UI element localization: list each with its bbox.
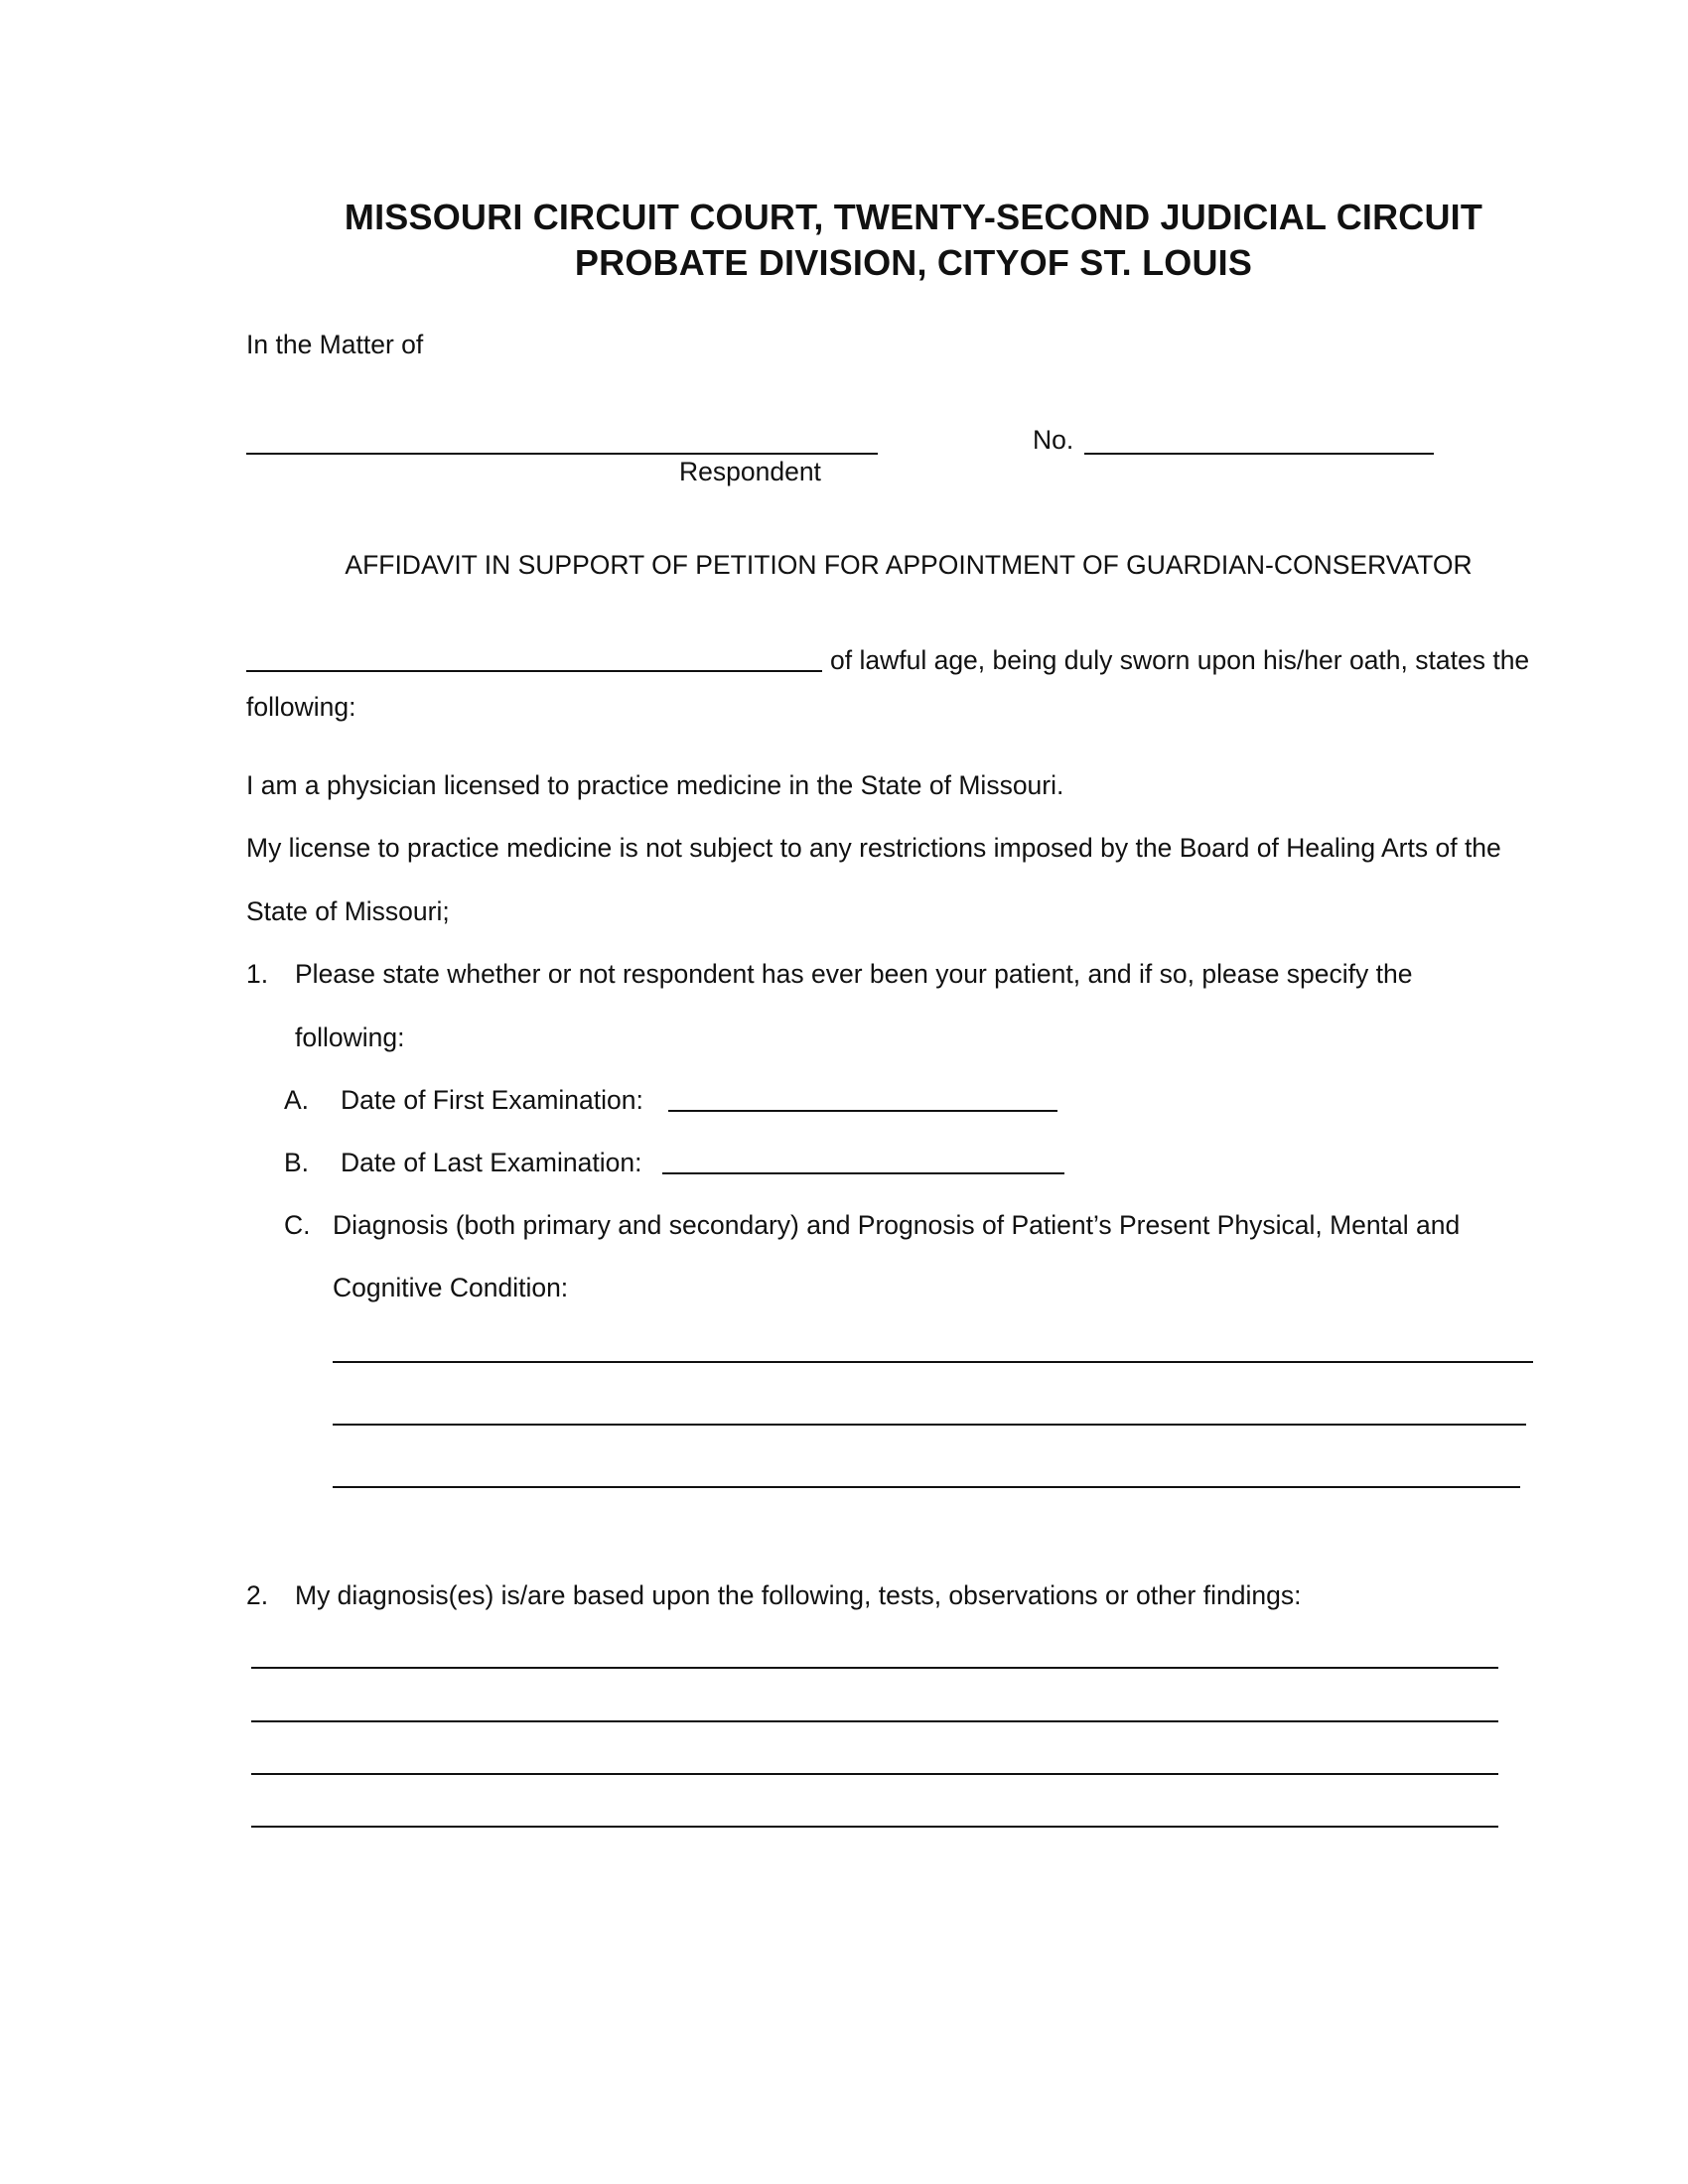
diagnosis-label-line1: Diagnosis (both primary and secondary) and Prognosis of Patient’s Present Physical, Mental and: [333, 1210, 1461, 1240]
license-statement-line2: State of Missouri;: [246, 896, 450, 926]
diagnosis-label-line2: Cognitive Condition:: [333, 1273, 569, 1302]
respondent-label: Respondent: [679, 457, 821, 486]
item-c-letter: C.: [284, 1210, 311, 1240]
oath-text-line2: following:: [246, 692, 356, 722]
last-exam-date-line[interactable]: [662, 1172, 1064, 1174]
findings-answer-line-2[interactable]: [251, 1720, 1498, 1722]
court-header-line1: MISSOURI CIRCUIT COURT, TWENTY-SECOND JUDICIAL CIRCUIT: [344, 197, 1483, 237]
last-exam-label: Date of Last Examination:: [341, 1148, 642, 1177]
diagnosis-answer-line-3[interactable]: [333, 1486, 1520, 1488]
findings-answer-line-4[interactable]: [251, 1826, 1498, 1828]
matter-label: In the Matter of: [246, 330, 424, 359]
diagnosis-answer-line-2[interactable]: [333, 1424, 1526, 1426]
item-b-letter: B.: [284, 1148, 310, 1177]
question2-number: 2.: [246, 1580, 269, 1610]
findings-answer-line-1[interactable]: [251, 1667, 1498, 1669]
item-a-letter: A.: [284, 1085, 310, 1115]
license-statement-line1: My license to practice medicine is not subject to any restrictions imposed by the Board of Healing Arts of the: [246, 833, 1501, 863]
first-exam-label: Date of First Examination:: [341, 1085, 643, 1115]
question2-text: My diagnosis(es) is/are based upon the following, tests, observations or other findings:: [295, 1580, 1302, 1610]
form-title: AFFIDAVIT IN SUPPORT OF PETITION FOR APPOINTMENT OF GUARDIAN-CONSERVATOR: [345, 550, 1473, 580]
court-header-line2: PROBATE DIVISION, CITYOF ST. LOUIS: [574, 242, 1253, 283]
first-exam-date-line[interactable]: [668, 1110, 1057, 1112]
affiant-name-line[interactable]: [246, 670, 822, 672]
physician-statement: I am a physician licensed to practice medicine in the State of Missouri.: [246, 770, 1064, 800]
case-number-line[interactable]: [1084, 453, 1434, 455]
findings-answer-line-3[interactable]: [251, 1773, 1498, 1775]
diagnosis-answer-line-1[interactable]: [333, 1361, 1533, 1363]
oath-text-line1: of lawful age, being duly sworn upon his/her oath, states the: [830, 645, 1530, 675]
question1-text-line2: following:: [295, 1023, 405, 1052]
respondent-name-line[interactable]: [246, 453, 878, 455]
question1-text-line1: Please state whether or not respondent has ever been your patient, and if so, please specify the: [295, 959, 1413, 989]
case-number-label: No.: [1033, 425, 1074, 455]
question1-number: 1.: [246, 959, 269, 989]
